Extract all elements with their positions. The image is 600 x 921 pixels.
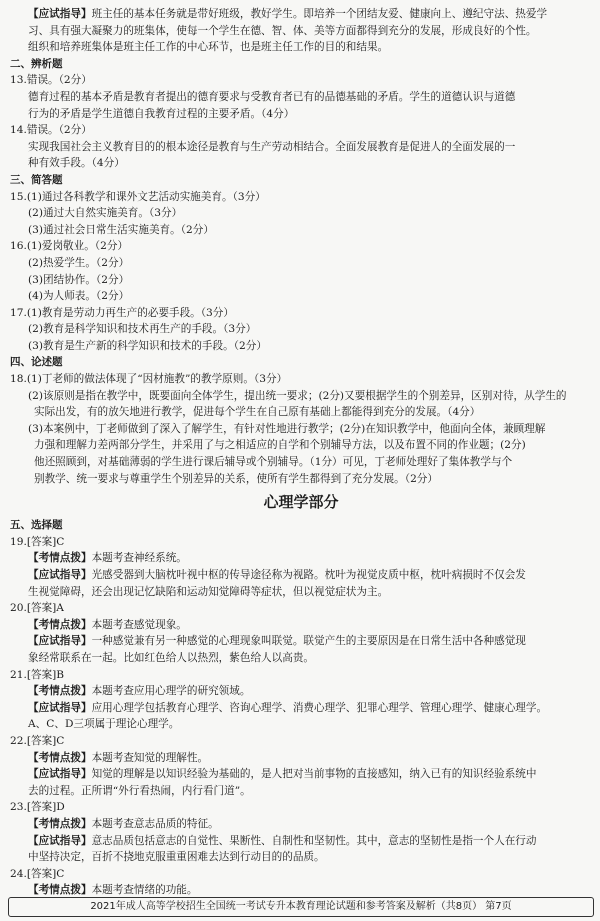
section-4-title: 四、论述题 <box>10 356 63 369</box>
text-line <box>10 866 592 883</box>
text-line <box>10 733 592 750</box>
text-line <box>10 272 592 289</box>
text-line <box>10 584 592 601</box>
text-line <box>10 799 592 816</box>
label-tag: 【应试指导】 <box>28 635 92 648</box>
line-text: 22.[答案]C <box>10 734 65 747</box>
line-text: 24.[答案]C <box>10 867 65 880</box>
line-text: 15.(1)通过各科教学和课外文艺活动实施美育。（3分） <box>10 190 266 203</box>
line-text: (3)团结协作。（2分） <box>28 273 130 286</box>
text-line <box>10 849 592 866</box>
text-line <box>10 139 592 156</box>
text-line <box>10 683 592 700</box>
line-text: (3)本案例中，丁老师做到了深入了解学生，有针对性地进行教学；(2分)在知识教学中，他面向全体，兼顾理解 <box>28 422 546 435</box>
text-line <box>10 72 592 89</box>
line-text: 实际出发，有的放矢地进行教学，促进每个学生在自己原有基础上都能得到充分的发展。（4分） <box>34 406 481 419</box>
line-text: 本题考查应用心理学的研究领域。 <box>91 685 251 698</box>
text-line <box>10 633 592 650</box>
line-text: 力强和理解力差两部分学生，并采用了与之相适应的自学和个别辅导方法，以及布置不同的作业题；(2分) <box>34 439 526 452</box>
line-text: 本题考查情绪的功能。 <box>91 884 198 897</box>
line-text: (2)通过大自然实施美育。（3分） <box>28 207 183 220</box>
line-text: 组织和培养班集体是班主任工作的中心环节，也是班主任工作的目的和结果。 <box>28 41 389 54</box>
line-text: (3)教育是生产新的科学知识和技术的手段。（2分） <box>28 339 267 352</box>
text-line <box>10 89 592 106</box>
line-text: 实现我国社会主义教育目的的根本途径是教育与生产劳动相结合。全面发展教育是促进人的全面发展的一 <box>28 140 516 153</box>
text-line <box>10 716 592 733</box>
page-footer: 2021年成人高等学校招生全国统一考试专升本教育理论试题和参考答案及解析（共8页） 第7页 <box>8 897 594 917</box>
text-line <box>10 783 592 800</box>
label-tag: 【应试指导】 <box>28 8 92 20</box>
line-text: 光感受器到大脑枕叶视中枢的传导途径称为视路。枕叶为视觉皮质中枢，枕叶病损时不仅会发 <box>91 569 526 581</box>
line-text: 习、具有强大凝聚力的班集体，使每一个学生在德、智、体、美等方面都得到充分的发展，形成良好的个性。 <box>28 24 537 37</box>
line-text: 班主任的基本任务就是带好班级，教好学生。即培养一个团结友爱、健康向上、遵纪守法、热爱学 <box>91 8 548 20</box>
line-text: 知觉的理解是以知识经验为基础的，是人把对当前事物的直接感知，纳入已有的知识经验系统中 <box>91 768 537 781</box>
line-text: 去的过程。正所谓“外行看热闹，内行看门道”。 <box>28 784 251 797</box>
text-line <box>10 550 592 567</box>
label-tag: 【考情点拨】 <box>28 817 92 830</box>
line-text: 19.[答案]C <box>10 535 65 548</box>
line-text: 20.[答案]A <box>10 602 64 615</box>
line-text: 18.(1)丁老师的做法体现了“因材施教”的教学原则。（3分） <box>10 373 288 386</box>
label-tag: 【考情点拨】 <box>28 618 92 631</box>
section-2-title: 二、辨析题 <box>10 57 63 70</box>
text-line <box>10 567 592 584</box>
label-tag: 【考情点拨】 <box>28 552 92 565</box>
section-5-body <box>10 534 592 899</box>
line-text: 中坚持决定，百折不挠地克服重重困难去达到行动目的的品质。 <box>28 851 325 864</box>
text-line <box>10 371 592 388</box>
text-line <box>10 338 592 355</box>
line-text: 象经常联系在一起。比如红色给人以热烈，紫色给人以高贵。 <box>28 651 315 664</box>
text-line <box>10 238 592 255</box>
text-line <box>10 288 592 305</box>
text-line <box>10 122 592 139</box>
label-tag: 【应试指导】 <box>28 768 92 781</box>
label-tag: 【应试指导】 <box>28 569 92 581</box>
text-line <box>10 106 592 123</box>
line-text: 德育过程的基本矛盾是教育者提出的德育要求与受教育者已有的品德基础的矛盾。学生的道德认识与道德 <box>28 90 516 103</box>
text-line <box>10 305 592 322</box>
top-guidance-block <box>10 6 592 56</box>
line-text: 意志品质包括意志的自觉性、果断性、自制性和坚韧性。其中，意志的坚韧性是指一个人在行动 <box>91 834 537 847</box>
text-line <box>10 617 592 634</box>
text-line <box>10 750 592 767</box>
text-line <box>10 534 592 551</box>
text-line <box>10 321 592 338</box>
text-line <box>10 388 592 405</box>
line-text: 应用心理学包括教育心理学、咨询心理学、消费心理学、犯罪心理学、管理心理学、健康心理学。 <box>91 701 548 714</box>
line-text: 生视觉障碍，还会出现记忆缺陷和运动知觉障碍等症状，但以视觉症状为主。 <box>28 585 389 598</box>
line-text: (2)热爱学生。（2分） <box>28 256 130 269</box>
line-text: 23.[答案]D <box>10 801 65 814</box>
section-3-title: 三、简答题 <box>10 173 63 186</box>
text-line <box>10 421 592 438</box>
line-text: 21.[答案]B <box>10 668 65 681</box>
line-text: 本题考查神经系统。 <box>91 552 187 565</box>
label-tag: 【考情点拨】 <box>28 751 92 764</box>
line-text: 本题考查意志品质的特征。 <box>91 817 219 830</box>
text-line <box>10 6 592 23</box>
line-text: 他还照顾到，对基础薄弱的学生进行课后辅导或个别辅导。（1分）可见，丁老师处理好了集体教学与个 <box>34 456 513 469</box>
text-line <box>10 667 592 684</box>
line-text: 14.错误。（2分） <box>10 124 92 137</box>
section-3-body <box>10 189 592 355</box>
text-line <box>10 766 592 783</box>
label-tag: 【考情点拨】 <box>28 884 92 897</box>
text-line <box>10 155 592 172</box>
text-line <box>10 650 592 667</box>
line-text: 行为的矛盾是学生道德自我教育过程的主要矛盾。（4分） <box>28 107 295 120</box>
text-line <box>10 833 592 850</box>
text-line <box>10 454 592 471</box>
label-tag: 【应试指导】 <box>28 834 92 847</box>
text-line <box>10 404 592 421</box>
line-text: A、C、D三项属于理论心理学。 <box>28 718 180 731</box>
text-line <box>10 437 592 454</box>
text-line <box>10 816 592 833</box>
section-2-body <box>10 72 592 172</box>
text-line <box>10 39 592 56</box>
line-text: 13.错误。（2分） <box>10 74 92 87</box>
text-line <box>10 222 592 239</box>
line-text: (4)为人师表。（2分） <box>28 290 130 303</box>
text-line <box>10 23 592 40</box>
text-line <box>10 189 592 206</box>
line-text: 本题考查感觉现象。 <box>91 618 187 631</box>
text-line <box>10 700 592 717</box>
text-line <box>10 205 592 222</box>
line-text: 16.(1)爱岗敬业。（2分） <box>10 240 129 253</box>
label-tag: 【考情点拨】 <box>28 685 92 698</box>
line-text: 本题考查知觉的理解性。 <box>91 751 209 764</box>
line-text: 别教学、统一要求与尊重学生个别差异的关系，使所有学生都得到了充分发展。（2分） <box>34 472 438 485</box>
line-text: (3)通过社会日常生活实施美育。（2分） <box>28 223 214 236</box>
line-text: (2)该原则是指在教学中，既要面向全体学生，提出统一要求；(2分)又要根据学生的个别差异，区别对待，从学生的 <box>28 389 567 402</box>
psychology-subtitle: 心理学部分 <box>263 493 339 512</box>
line-text: 一种感觉兼有另一种感觉的心理现象叫联觉。联觉产生的主要原因是在日常生活中各种感觉现 <box>91 635 526 648</box>
line-text: 种有效手段。（4分） <box>28 157 125 170</box>
line-text: 17.(1)教育是劳动力再生产的必要手段。（3分） <box>10 306 234 319</box>
text-line <box>10 600 592 617</box>
section-4-body <box>10 371 592 487</box>
text-line <box>10 471 592 488</box>
section-5-title: 五、选择题 <box>10 519 63 532</box>
line-text: (2)教育是科学知识和技术再生产的手段。（3分） <box>28 323 257 336</box>
label-tag: 【应试指导】 <box>28 701 92 714</box>
answer-page <box>10 6 592 899</box>
text-line <box>10 255 592 272</box>
